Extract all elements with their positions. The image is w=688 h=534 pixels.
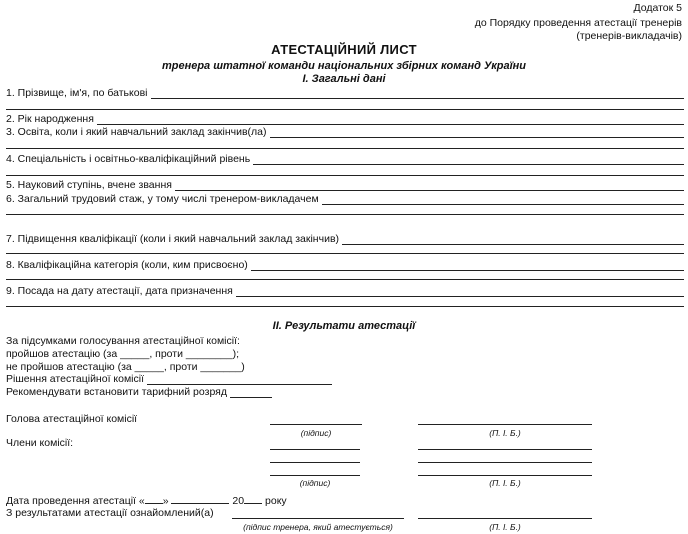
- date-prefix: Дата проведення атестації «: [6, 495, 145, 507]
- field-position[interactable]: [6, 284, 684, 297]
- field-label: 4. Спеціальність і освітньо-кваліфікаційний рівень: [6, 153, 251, 165]
- continuation-line[interactable]: [6, 214, 684, 215]
- trainer-name-line[interactable]: [418, 518, 592, 519]
- appendix-reference: до Порядку проведення атестації тренерів: [474, 17, 682, 29]
- continuation-line[interactable]: [6, 279, 684, 280]
- chair-label: Голова атестаційної комісії: [6, 413, 138, 425]
- date-year-prefix: 20: [232, 495, 245, 507]
- date-year-field[interactable]: [244, 494, 262, 504]
- continuation-line[interactable]: [6, 175, 684, 176]
- field-label: Рекомендувати встановити тарифний розряд: [6, 386, 227, 398]
- appendix-number: Додаток 5: [633, 2, 682, 14]
- field-label: 8. Кваліфікаційна категорія (коли, ким присвоєно): [6, 259, 248, 271]
- date-month-field[interactable]: [171, 494, 229, 504]
- document-subtitle: тренера штатної команди національних збірних команд України: [161, 60, 527, 72]
- field-education[interactable]: [6, 125, 684, 138]
- field-academic-degree[interactable]: [6, 178, 684, 191]
- voting-intro: За підсумками голосування атестаційної комісії:: [6, 335, 240, 347]
- section-1-heading: І. Загальні дані: [302, 73, 386, 85]
- member-name-line[interactable]: [418, 449, 592, 450]
- section-2-heading: ІІ. Результати атестації: [272, 320, 416, 332]
- date-day-field[interactable]: [145, 494, 163, 504]
- continuation-line[interactable]: [6, 109, 684, 110]
- name-caption: (П. І. Б.): [489, 428, 521, 438]
- field-qualification-category[interactable]: [6, 258, 684, 271]
- member-signature-line[interactable]: [270, 462, 360, 463]
- trainer-signature-caption: (підпис тренера, який атестується): [243, 522, 393, 532]
- member-signature-line[interactable]: [270, 475, 360, 476]
- signature-caption: (підпис): [300, 428, 332, 438]
- signature-caption: (підпис): [299, 478, 331, 488]
- chair-name-line[interactable]: [418, 424, 592, 425]
- field-label: 3. Освіта, коли і який навчальний заклад закінчив(ла): [6, 126, 267, 138]
- appendix-reference-cont: (тренерів-викладачів): [576, 30, 682, 42]
- not-passed-line: не пройшов атестацію (за _____, проти _______): [6, 361, 245, 373]
- document-title: АТЕСТАЦІЙНИЙ ЛИСТ: [271, 42, 417, 57]
- name-caption: (П. І. Б.): [489, 522, 521, 532]
- field-label: 7. Підвищення кваліфікації (коли і який навчальний заклад закінчив): [6, 233, 340, 245]
- field-qualification-upgrade[interactable]: [6, 232, 684, 245]
- passed-line: пройшов атестацію (за _____, проти ________);: [6, 348, 240, 360]
- trainer-signature-line[interactable]: [232, 518, 404, 519]
- member-name-line[interactable]: [418, 462, 592, 463]
- field-birth-year[interactable]: [6, 112, 684, 125]
- field-label: 2. Рік народження: [6, 113, 94, 125]
- field-tariff-grade[interactable]: [6, 385, 272, 398]
- acquainted-label: З результатами атестації ознайомлений(а): [6, 507, 214, 519]
- field-full-name[interactable]: [6, 86, 684, 99]
- continuation-line[interactable]: [6, 306, 684, 307]
- field-label: 9. Посада на дату атестації, дата призначення: [6, 285, 233, 297]
- field-label: 1. Прізвище, ім'я, по батькові: [6, 87, 148, 99]
- continuation-line[interactable]: [6, 148, 684, 149]
- continuation-line[interactable]: [6, 253, 684, 254]
- member-signature-line[interactable]: [270, 449, 360, 450]
- chair-signature-line[interactable]: [270, 424, 362, 425]
- field-specialty[interactable]: [6, 152, 684, 165]
- name-caption: (П. І. Б.): [489, 478, 521, 488]
- field-label: 5. Науковий ступінь, вчене звання: [6, 179, 172, 191]
- field-label: 6. Загальний трудовий стаж, у тому числі тренером-викладачем: [6, 193, 319, 205]
- field-work-experience[interactable]: [6, 192, 684, 205]
- date-year-suffix: року: [265, 495, 287, 507]
- attestation-date: [6, 494, 287, 507]
- field-label: Рішення атестаційної комісії: [6, 373, 145, 385]
- field-commission-decision[interactable]: [6, 372, 332, 385]
- member-name-line[interactable]: [418, 475, 592, 476]
- members-label: Члени комісії:: [6, 437, 74, 449]
- date-mid: »: [162, 495, 169, 507]
